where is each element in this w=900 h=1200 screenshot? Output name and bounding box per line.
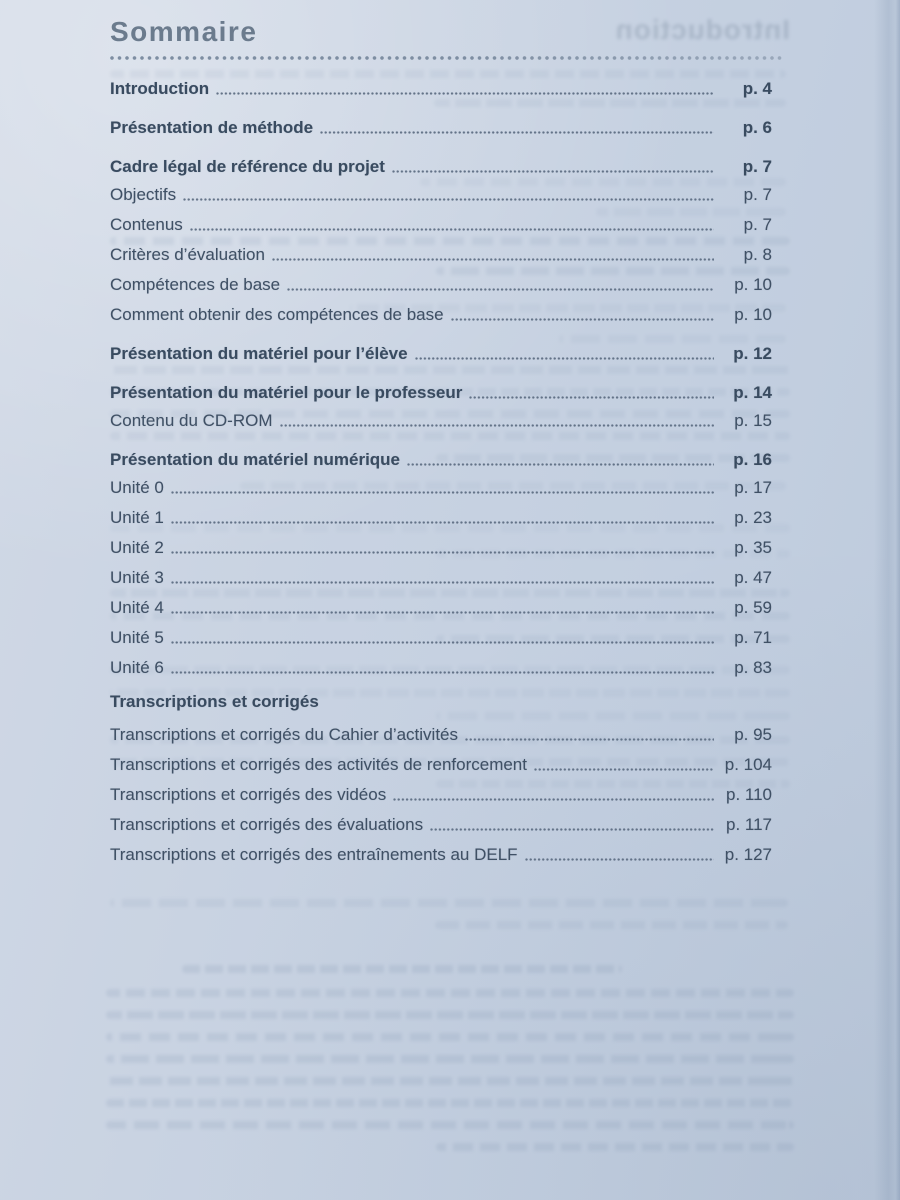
- toc-leader-dots: [190, 228, 714, 231]
- toc-leader-dots: [407, 463, 714, 466]
- toc-page-number: p. 10: [734, 275, 772, 294]
- toc-page-number: p. 17: [734, 478, 772, 497]
- toc-leader-dots: [216, 92, 714, 95]
- toc-entry: [110, 79, 772, 99]
- toc-page-number: p. 6: [742, 118, 772, 137]
- toc-leader-dots: [326, 705, 714, 708]
- toc-leader-dots: [320, 131, 714, 134]
- toc-page-number: p. 16: [733, 450, 772, 469]
- toc-leader-dots: [469, 396, 714, 399]
- toc-entry: [110, 785, 772, 805]
- toc-page-number: p. 23: [734, 508, 772, 527]
- toc-entry-label: Contenus: [110, 215, 183, 234]
- toc-entry-label: Présentation du matériel pour le professeur: [110, 383, 463, 402]
- toc-leader-dots: [171, 521, 714, 524]
- toc-page-number: p. 12: [733, 344, 772, 363]
- toc-entry-label: Unité 4: [110, 598, 164, 617]
- toc-leader-dots: [465, 738, 714, 741]
- toc-entry-label: Objectifs: [110, 185, 177, 204]
- toc-entry-label: Unité 2: [110, 538, 164, 557]
- toc-leader-dots: [171, 551, 714, 554]
- bleed-through-line: [106, 1099, 794, 1107]
- bleed-through-line: [106, 1055, 794, 1063]
- bleed-through-line: [435, 921, 788, 929]
- bleed-through-line: [106, 1077, 794, 1085]
- toc-entry: [110, 411, 772, 431]
- toc-entry-label: Transcriptions et corrigés des évaluations: [110, 815, 424, 834]
- toc-page-number: p. 47: [734, 568, 772, 587]
- toc-entry-label: Transcriptions et corrigés des vidéos: [110, 785, 387, 804]
- toc-leader-dots: [272, 258, 714, 261]
- toc-entry: [110, 450, 772, 470]
- toc-page-number: p. 117: [725, 815, 772, 834]
- toc-entry-label: Unité 5: [110, 628, 164, 647]
- toc-page-number: p. 104: [724, 755, 772, 774]
- bleed-through-line: [106, 1033, 794, 1041]
- toc-entry-label: Transcriptions et corrigés du Cahier d’activités: [110, 725, 459, 744]
- toc-page-number: p. 110: [725, 785, 772, 804]
- toc-entry: [110, 508, 772, 528]
- toc-entry-label: Unité 0: [110, 478, 164, 497]
- toc-page-number: p. 7: [743, 185, 772, 204]
- toc-leader-dots: [430, 828, 714, 831]
- toc-page-number: p. 7: [742, 157, 772, 176]
- toc-entry: [110, 658, 772, 678]
- toc-entry: [110, 755, 772, 775]
- toc-entry: [110, 305, 772, 325]
- toc-entry: [110, 157, 772, 177]
- toc-page-number: p. 14: [733, 383, 772, 402]
- bleed-through-line: [182, 965, 622, 973]
- toc-page-number: p. 10: [734, 305, 772, 324]
- toc-entry: [110, 215, 772, 235]
- toc-page-number: p. 71: [734, 628, 772, 647]
- bleed-through-heading: Introduction: [614, 14, 790, 45]
- toc-entry-label: Cadre légal de référence du projet: [110, 157, 385, 176]
- toc-entry-label: Comment obtenir des compétences de base: [110, 305, 444, 324]
- page-edge-shadow: [874, 0, 900, 1200]
- toc-leader-dots: [451, 318, 714, 321]
- sommaire-content: [110, 16, 784, 865]
- toc-page-number: p. 59: [734, 598, 772, 617]
- toc-entry-label: Transcriptions et corrigés: [110, 692, 319, 711]
- toc-leader-dots: [171, 641, 714, 644]
- toc-leader-dots: [415, 357, 714, 360]
- toc-page-number: p. 15: [734, 411, 772, 430]
- toc-leader-dots: [534, 768, 714, 771]
- toc-entry: [110, 725, 772, 745]
- bleed-through-line: [110, 899, 788, 907]
- toc-entry-label: Unité 6: [110, 658, 164, 677]
- toc-entry-label: Critères d’évaluation: [110, 245, 265, 264]
- toc-entry: [110, 815, 772, 835]
- toc-entry: [110, 538, 772, 558]
- title-dotted-rule: [110, 56, 784, 60]
- bleed-through-line: [436, 1143, 794, 1151]
- toc-entry: [110, 628, 772, 648]
- toc-entry: [110, 118, 772, 138]
- toc-entry: [110, 568, 772, 588]
- toc-entry-label: Présentation du matériel numérique: [110, 450, 401, 469]
- toc-leader-dots: [525, 858, 714, 861]
- toc-entry-label: Unité 3: [110, 568, 164, 587]
- bleed-through-line: [106, 1121, 794, 1129]
- toc-entry-label: Introduction: [110, 79, 210, 98]
- toc-leader-dots: [280, 424, 714, 427]
- toc-page-number: p. 8: [743, 245, 772, 264]
- toc-entry: [110, 275, 772, 295]
- toc-leader-dots: [183, 198, 714, 201]
- toc-entry-label: Transcriptions et corrigés des entraînements au DELF: [110, 845, 518, 864]
- toc-entry-label: Unité 1: [110, 508, 164, 527]
- toc-leader-dots: [171, 671, 714, 674]
- toc-entry: [110, 344, 772, 364]
- bleed-through-line: [106, 1011, 794, 1019]
- toc-entry-label: Contenu du CD-ROM: [110, 411, 273, 430]
- toc-entry: [110, 692, 772, 712]
- toc-leader-dots: [393, 798, 714, 801]
- toc-page-number: p. 95: [734, 725, 772, 744]
- toc-entry: [110, 845, 772, 865]
- toc-page-number: p. 7: [743, 215, 772, 234]
- toc-leader-dots: [287, 288, 714, 291]
- toc-leader-dots: [171, 611, 714, 614]
- toc-page-number: p. 83: [734, 658, 772, 677]
- toc-entry-label: Présentation du matériel pour l’élève: [110, 344, 408, 363]
- toc-leader-dots: [171, 581, 714, 584]
- toc-entry: [110, 185, 772, 205]
- toc-entry: [110, 245, 772, 265]
- toc-leader-dots: [171, 491, 714, 494]
- page-title: Sommaire: [110, 16, 258, 47]
- toc-page-number: p. 4: [742, 79, 772, 98]
- toc-entry: [110, 598, 772, 618]
- toc-list: [110, 79, 772, 865]
- toc-page-number: p. 35: [734, 538, 772, 557]
- toc-entry-label: Compétences de base: [110, 275, 281, 294]
- bleed-through-line: [106, 989, 794, 997]
- toc-entry-label: Présentation de méthode: [110, 118, 314, 137]
- toc-leader-dots: [392, 170, 714, 173]
- toc-entry: [110, 383, 772, 403]
- toc-entry: [110, 478, 772, 498]
- toc-entry-label: Transcriptions et corrigés des activités de renforcement: [110, 755, 527, 774]
- toc-page-number: p. 127: [724, 845, 772, 864]
